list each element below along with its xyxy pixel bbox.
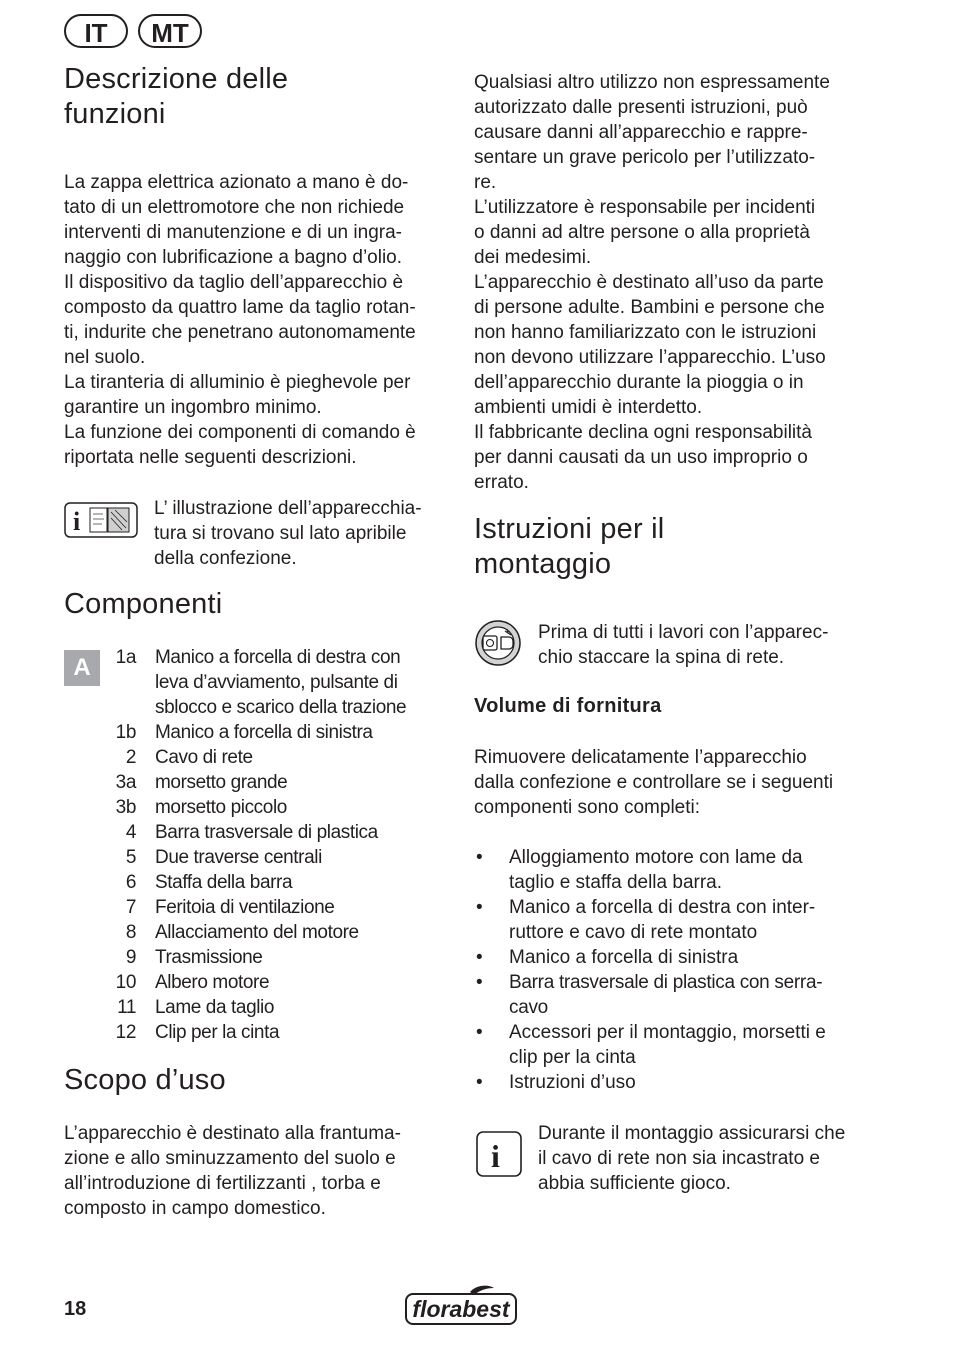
item-text: Manico a forcella di destra con inter- (509, 897, 816, 918)
item-text: Trasmissione (155, 947, 263, 968)
item-number: 12 (115, 1022, 136, 1043)
text-line: riportata nelle seguenti descrizioni. (64, 447, 357, 468)
title-line: Istruzioni per il (474, 513, 665, 545)
list-item (64, 845, 464, 870)
figure-badge-a: A (64, 650, 100, 686)
svg-text:i: i (73, 507, 81, 536)
item-number: 11 (117, 997, 136, 1018)
item-text: leva d’avviamento, pulsante di (155, 672, 398, 693)
text-line: non devono utilizzare l’apparecchio. L’uso (474, 347, 826, 368)
usage-warnings-body (474, 70, 874, 495)
bullet: • (476, 1022, 483, 1043)
list-item (64, 995, 464, 1020)
item-text: ruttore e cavo di rete montato (509, 922, 758, 943)
list-item (474, 1070, 874, 1095)
item-text: Lame da taglio (155, 997, 275, 1018)
item-number: 2 (125, 747, 136, 768)
section-title-montaggio (474, 512, 874, 582)
item-text: Staffa della barra (155, 872, 293, 893)
lang-badge-it: IT (64, 14, 128, 48)
item-text: Istruzioni d’uso (509, 1072, 636, 1093)
item-text: morsetto grande (155, 772, 288, 793)
delivery-list (474, 845, 874, 1095)
bullet: • (476, 972, 483, 993)
item-number: 3b (115, 797, 136, 818)
list-item (474, 945, 874, 970)
text-line: tato di un elettromotore che non richiede (64, 197, 405, 218)
text-line: abbia sufficiente gioco. (538, 1173, 731, 1194)
bullet: • (476, 897, 483, 918)
text-line: L’apparecchio è destinato all’uso da parte (474, 272, 824, 293)
list-item (64, 720, 464, 745)
list-item (64, 895, 464, 920)
text-line: componenti sono completi: (474, 797, 701, 818)
info-note (538, 1121, 868, 1196)
text-line: nel suolo. (64, 347, 146, 368)
scopo-body (64, 1121, 454, 1221)
bullet: • (476, 847, 483, 868)
item-number: 7 (125, 897, 136, 918)
text-line: L’utilizzatore è responsabile per incidenti (474, 197, 816, 218)
text-line: chio staccare la spina di rete. (538, 647, 785, 668)
item-text: Cavo di rete (155, 747, 253, 768)
illustration-note (154, 496, 454, 571)
text-line: dell’apparecchio durante la pioggia o in (474, 372, 804, 393)
list-item (474, 845, 874, 895)
text-line: errato. (474, 472, 529, 493)
page-number: 18 (64, 1298, 87, 1320)
logo-text: florabest (412, 1296, 510, 1322)
list-item (64, 920, 464, 945)
item-text: Manico a forcella di destra con (155, 647, 401, 668)
subsection-title-fornitura: Volume di fornitura (474, 695, 662, 717)
bullet: • (476, 1072, 483, 1093)
item-text: Allacciamento del motore (155, 922, 359, 943)
text-line: L’apparecchio è destinato alla frantuma- (64, 1123, 401, 1144)
item-number: 6 (125, 872, 136, 893)
item-text: cavo (509, 997, 548, 1018)
text-line: Qualsiasi altro utilizzo non espressamente (474, 72, 830, 93)
lang-badge-mt: MT (138, 14, 202, 48)
text-line: La funzione dei componenti di comando è (64, 422, 416, 443)
item-text: Barra trasversale di plastica con serra- (509, 972, 823, 993)
item-text: Clip per la cinta (155, 1022, 280, 1043)
unplug-warning-icon (474, 619, 522, 672)
text-line: dei medesimi. (474, 247, 592, 268)
item-number: 8 (125, 922, 136, 943)
text-line: ti, indurite che penetrano autonomamente (64, 322, 416, 343)
text-line: Prima di tutti i lavori con l’apparec- (538, 622, 829, 643)
text-line: re. (474, 172, 497, 193)
item-number: 10 (115, 972, 136, 993)
text-line: della confezione. (154, 548, 297, 569)
text-line: Il fabbricante declina ogni responsabilità (474, 422, 812, 443)
text-line: non hanno familiarizzato con le istruzioni (474, 322, 817, 343)
text-line: zione e allo sminuzzamento del suolo e (64, 1148, 396, 1169)
item-text: Barra trasversale di plastica (155, 822, 378, 843)
list-item (64, 745, 464, 770)
text-line: il cavo di rete non sia incastrato e (538, 1148, 820, 1169)
list-item (474, 970, 874, 1020)
text-line: naggio con lubrificazione a bagno d’olio. (64, 247, 403, 268)
item-text: Manico a forcella di sinistra (155, 722, 373, 743)
text-line: composto da quattro lame da taglio rotan- (64, 297, 416, 318)
item-number: 1a (115, 647, 136, 668)
item-text: morsetto piccolo (155, 797, 287, 818)
text-line: ambienti umidi è interdetto. (474, 397, 703, 418)
list-item (64, 870, 464, 895)
item-text: sblocco e scarico della trazione (155, 697, 407, 718)
item-text: Due traverse centrali (155, 847, 322, 868)
list-item (64, 1020, 464, 1045)
text-line: dalla confezione e controllare se i seguenti (474, 772, 834, 793)
info-icon (476, 1131, 522, 1182)
item-text: clip per la cinta (509, 1047, 636, 1068)
list-item (64, 820, 464, 845)
text-line: autorizzato dalle presenti istruzioni, può (474, 97, 808, 118)
item-number: 9 (125, 947, 136, 968)
text-line: sentare un grave pericolo per l’utilizzato- (474, 147, 816, 168)
text-line: di persone adulte. Bambini e persone che (474, 297, 825, 318)
list-item (474, 1020, 874, 1070)
components-list (64, 645, 464, 1045)
text-line: Il dispositivo da taglio dell’apparecchio è (64, 272, 404, 293)
text-line: causare danni all’apparecchio e rappre- (474, 122, 808, 143)
title-line: montaggio (474, 548, 612, 580)
item-text: taglio e staffa della barra. (509, 872, 723, 893)
descrizione-body (64, 170, 454, 470)
text-line: garantire un ingombro minimo. (64, 397, 322, 418)
item-text: Accessori per il montaggio, morsetti e (509, 1022, 826, 1043)
bullet: • (476, 947, 483, 968)
section-title-componenti: Componenti (64, 588, 223, 620)
text-line: interventi di manutenzione e di un ingra- (64, 222, 402, 243)
list-item (64, 645, 464, 720)
item-text: Manico a forcella di sinistra (509, 947, 739, 968)
item-number: 1b (115, 722, 136, 743)
text-line: per danni causati da un uso improprio o (474, 447, 808, 468)
fornitura-intro (474, 745, 874, 820)
svg-text:i: i (491, 1138, 500, 1174)
list-item (474, 895, 874, 945)
title-line: funzioni (64, 98, 166, 130)
item-text: Alloggiamento motore con lame da (509, 847, 803, 868)
text-line: o danni ad altre persone o alla proprietà (474, 222, 810, 243)
text-line: Durante il montaggio assicurarsi che (538, 1123, 846, 1144)
florabest-logo (404, 1284, 518, 1333)
text-line: Rimuovere delicatamente l’apparecchio (474, 747, 807, 768)
list-item (64, 945, 464, 970)
text-line: La tiranteria di alluminio è pieghevole per (64, 372, 411, 393)
item-text: Feritoia di ventilazione (155, 897, 335, 918)
text-line: composto in campo domestico. (64, 1198, 326, 1219)
list-item (64, 770, 464, 795)
text-line: La zappa elettrica azionato a mano è do- (64, 172, 409, 193)
text-line: all’introduzione di fertilizzanti , torba e (64, 1173, 381, 1194)
item-text: Albero motore (155, 972, 270, 993)
illustration-info-icon (64, 502, 138, 543)
text-line: tura si trovano sul lato apribile (154, 523, 407, 544)
unplug-note (538, 620, 868, 670)
item-number: 5 (125, 847, 136, 868)
item-number: 3a (115, 772, 136, 793)
item-number: 4 (125, 822, 136, 843)
title-line: Descrizione delle (64, 63, 289, 95)
text-line: L’ illustrazione dell’apparecchia- (154, 498, 422, 519)
section-title-descrizione (64, 62, 454, 132)
list-item (64, 970, 464, 995)
list-item (64, 795, 464, 820)
section-title-scopo: Scopo d’uso (64, 1064, 226, 1096)
